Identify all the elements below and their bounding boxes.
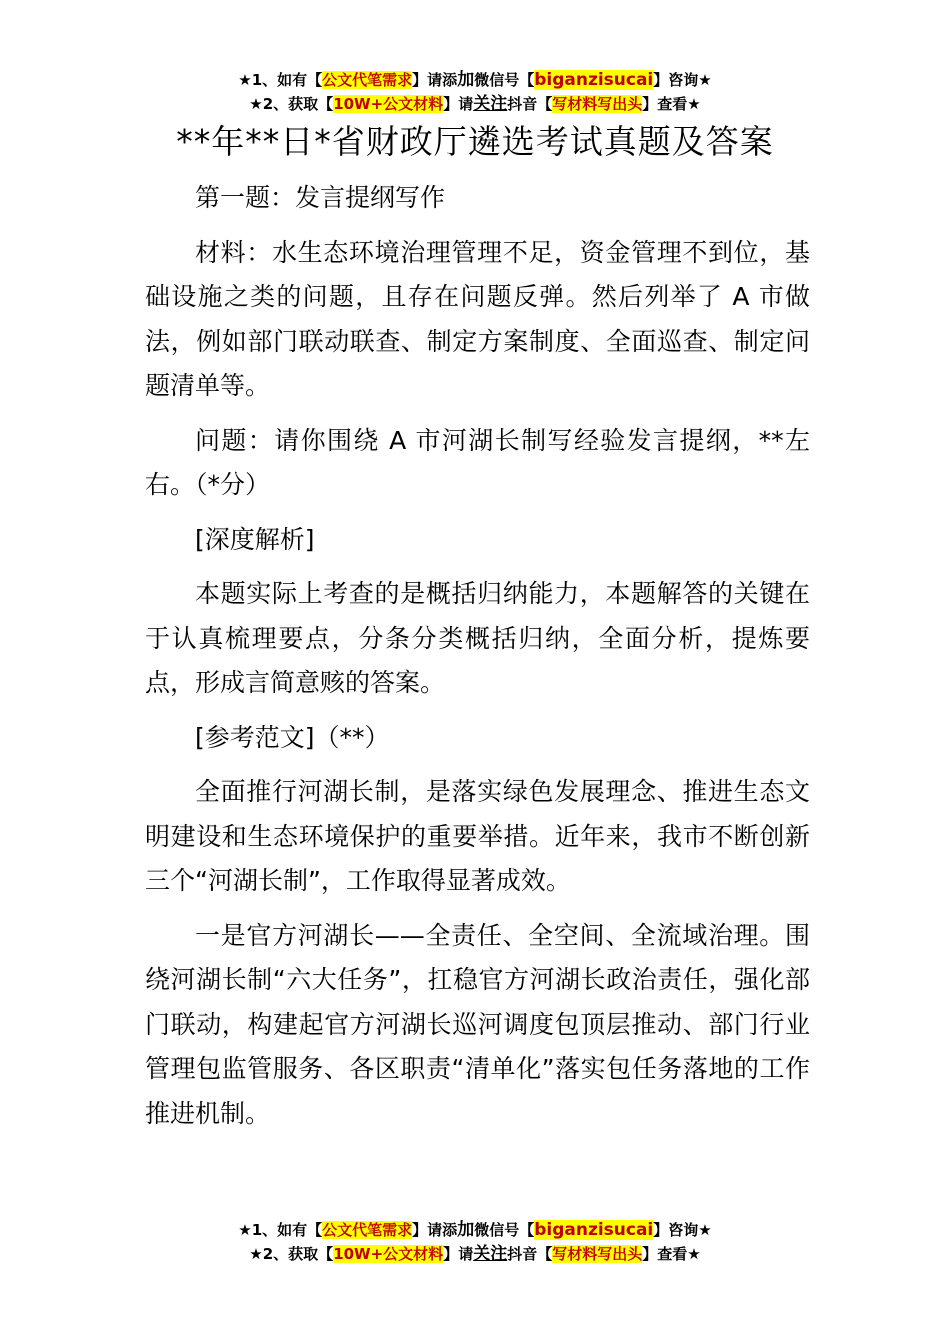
- highlight-douyin: 写材料写出头: [552, 95, 643, 113]
- banner-line-2: ★2、获取【10W+公文材料】请关注抖音【写材料写出头】查看★: [249, 1244, 701, 1264]
- banner-line-1: ★1、如有【公文代笔需求】请添加微信号【biganzisucai】咨询★: [238, 1220, 712, 1240]
- top-banner: [0, 68, 950, 116]
- document-body: [145, 176, 810, 1146]
- banner-line-1: ★1、如有【公文代笔需求】请添加微信号【biganzisucai】咨询★: [238, 70, 712, 90]
- highlight-materials: 10W+公文材料: [333, 95, 444, 113]
- paragraph: 一是官方河湖长——全责任、全空间、全流域治理。围绕河湖长制“六大任务”，扛稳官方河湖长政治责任，强化部门联动，构建起官方河湖长巡河调度包顶层推动、部门行业管理包监管服务、各区职责“清单化”落实包任务落地的工作推进机制。: [145, 920, 810, 1128]
- paragraph: 材料：水生态环境治理管理不足，资金管理不到位，基础设施之类的问题，且存在问题反弹。然后列举了 A 市做法，例如部门联动联查、制定方案制度、全面巡查、制定问题清单等。: [145, 237, 810, 400]
- highlight-wechat-id: biganzisucai: [534, 1220, 654, 1240]
- banner-line-2: ★2、获取【10W+公文材料】请关注抖音【写材料写出头】查看★: [249, 94, 701, 114]
- document-title: **年**日*省财政厅遴选考试真题及答案: [176, 122, 774, 161]
- paragraph: 本题实际上考查的是概括归纳能力，本题解答的关键在于认真梳理要点，分条分类概括归纳，全面分析，提炼要点，形成言简意赅的答案。: [145, 579, 810, 697]
- paragraph: [深度解析]: [195, 524, 315, 554]
- highlight-materials: 10W+公文材料: [333, 1245, 444, 1263]
- paragraph: 第一题：发言提纲写作: [195, 183, 446, 212]
- paragraph: 全面推行河湖长制，是落实绿色发展理念、推进生态文明建设和生态环境保护的重要举措。近年来，我市不断创新三个“河湖长制”，工作取得显著成效。: [145, 777, 810, 895]
- paragraph: 问题：请你围绕 A 市河湖长制写经验发言提纲，**左右。（*分）: [145, 425, 810, 499]
- highlight-service: 公文代笔需求: [322, 1221, 413, 1239]
- paragraph: [参考范文]（**）: [195, 722, 390, 752]
- highlight-douyin: 写材料写出头: [552, 1245, 643, 1263]
- highlight-service: 公文代笔需求: [322, 71, 413, 89]
- highlight-wechat-id: biganzisucai: [534, 70, 654, 90]
- bottom-banner: [0, 1218, 950, 1266]
